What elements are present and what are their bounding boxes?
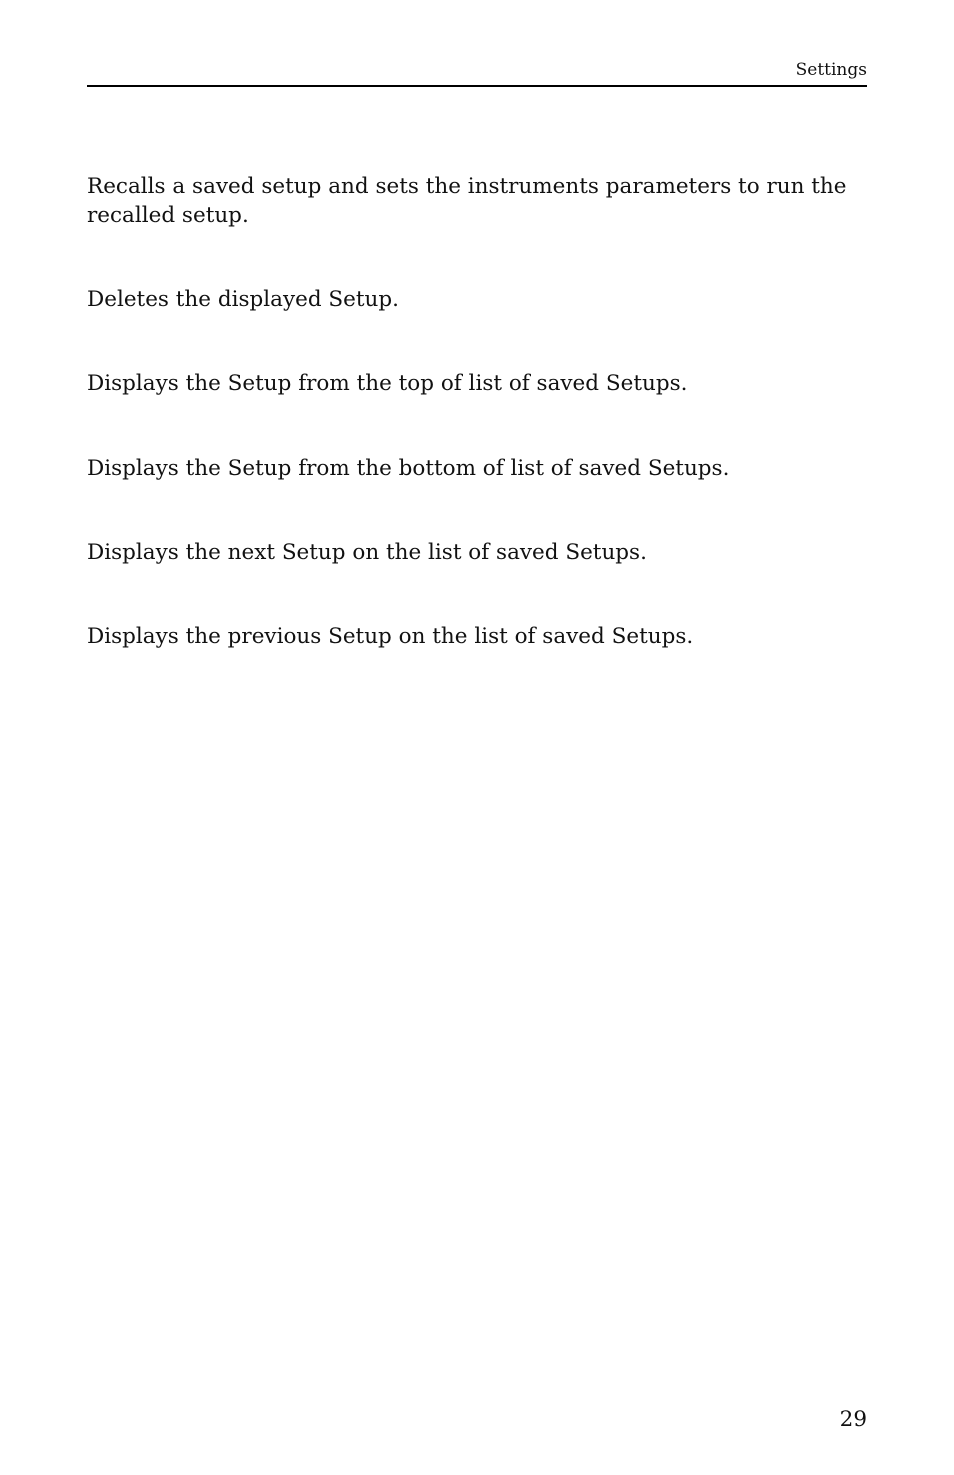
last-setup-description: Displays the Setup from the bottom of list of saved Setups. [87,456,730,481]
page-number: 29 [839,1407,867,1432]
next-setup-description: Displays the next Setup on the list of saved Setups. [87,540,647,565]
running-header: Settings [795,60,867,80]
previous-setup-description: Displays the previous Setup on the list of saved Setups. [87,624,694,649]
header-rule [87,85,867,87]
recall-setup-description: Recalls a saved setup and sets the instruments parameters to run the recalled setup. [87,174,847,228]
delete-setup-description: Deletes the displayed Setup. [87,287,399,312]
first-setup-description: Displays the Setup from the top of list of saved Setups. [87,371,688,396]
